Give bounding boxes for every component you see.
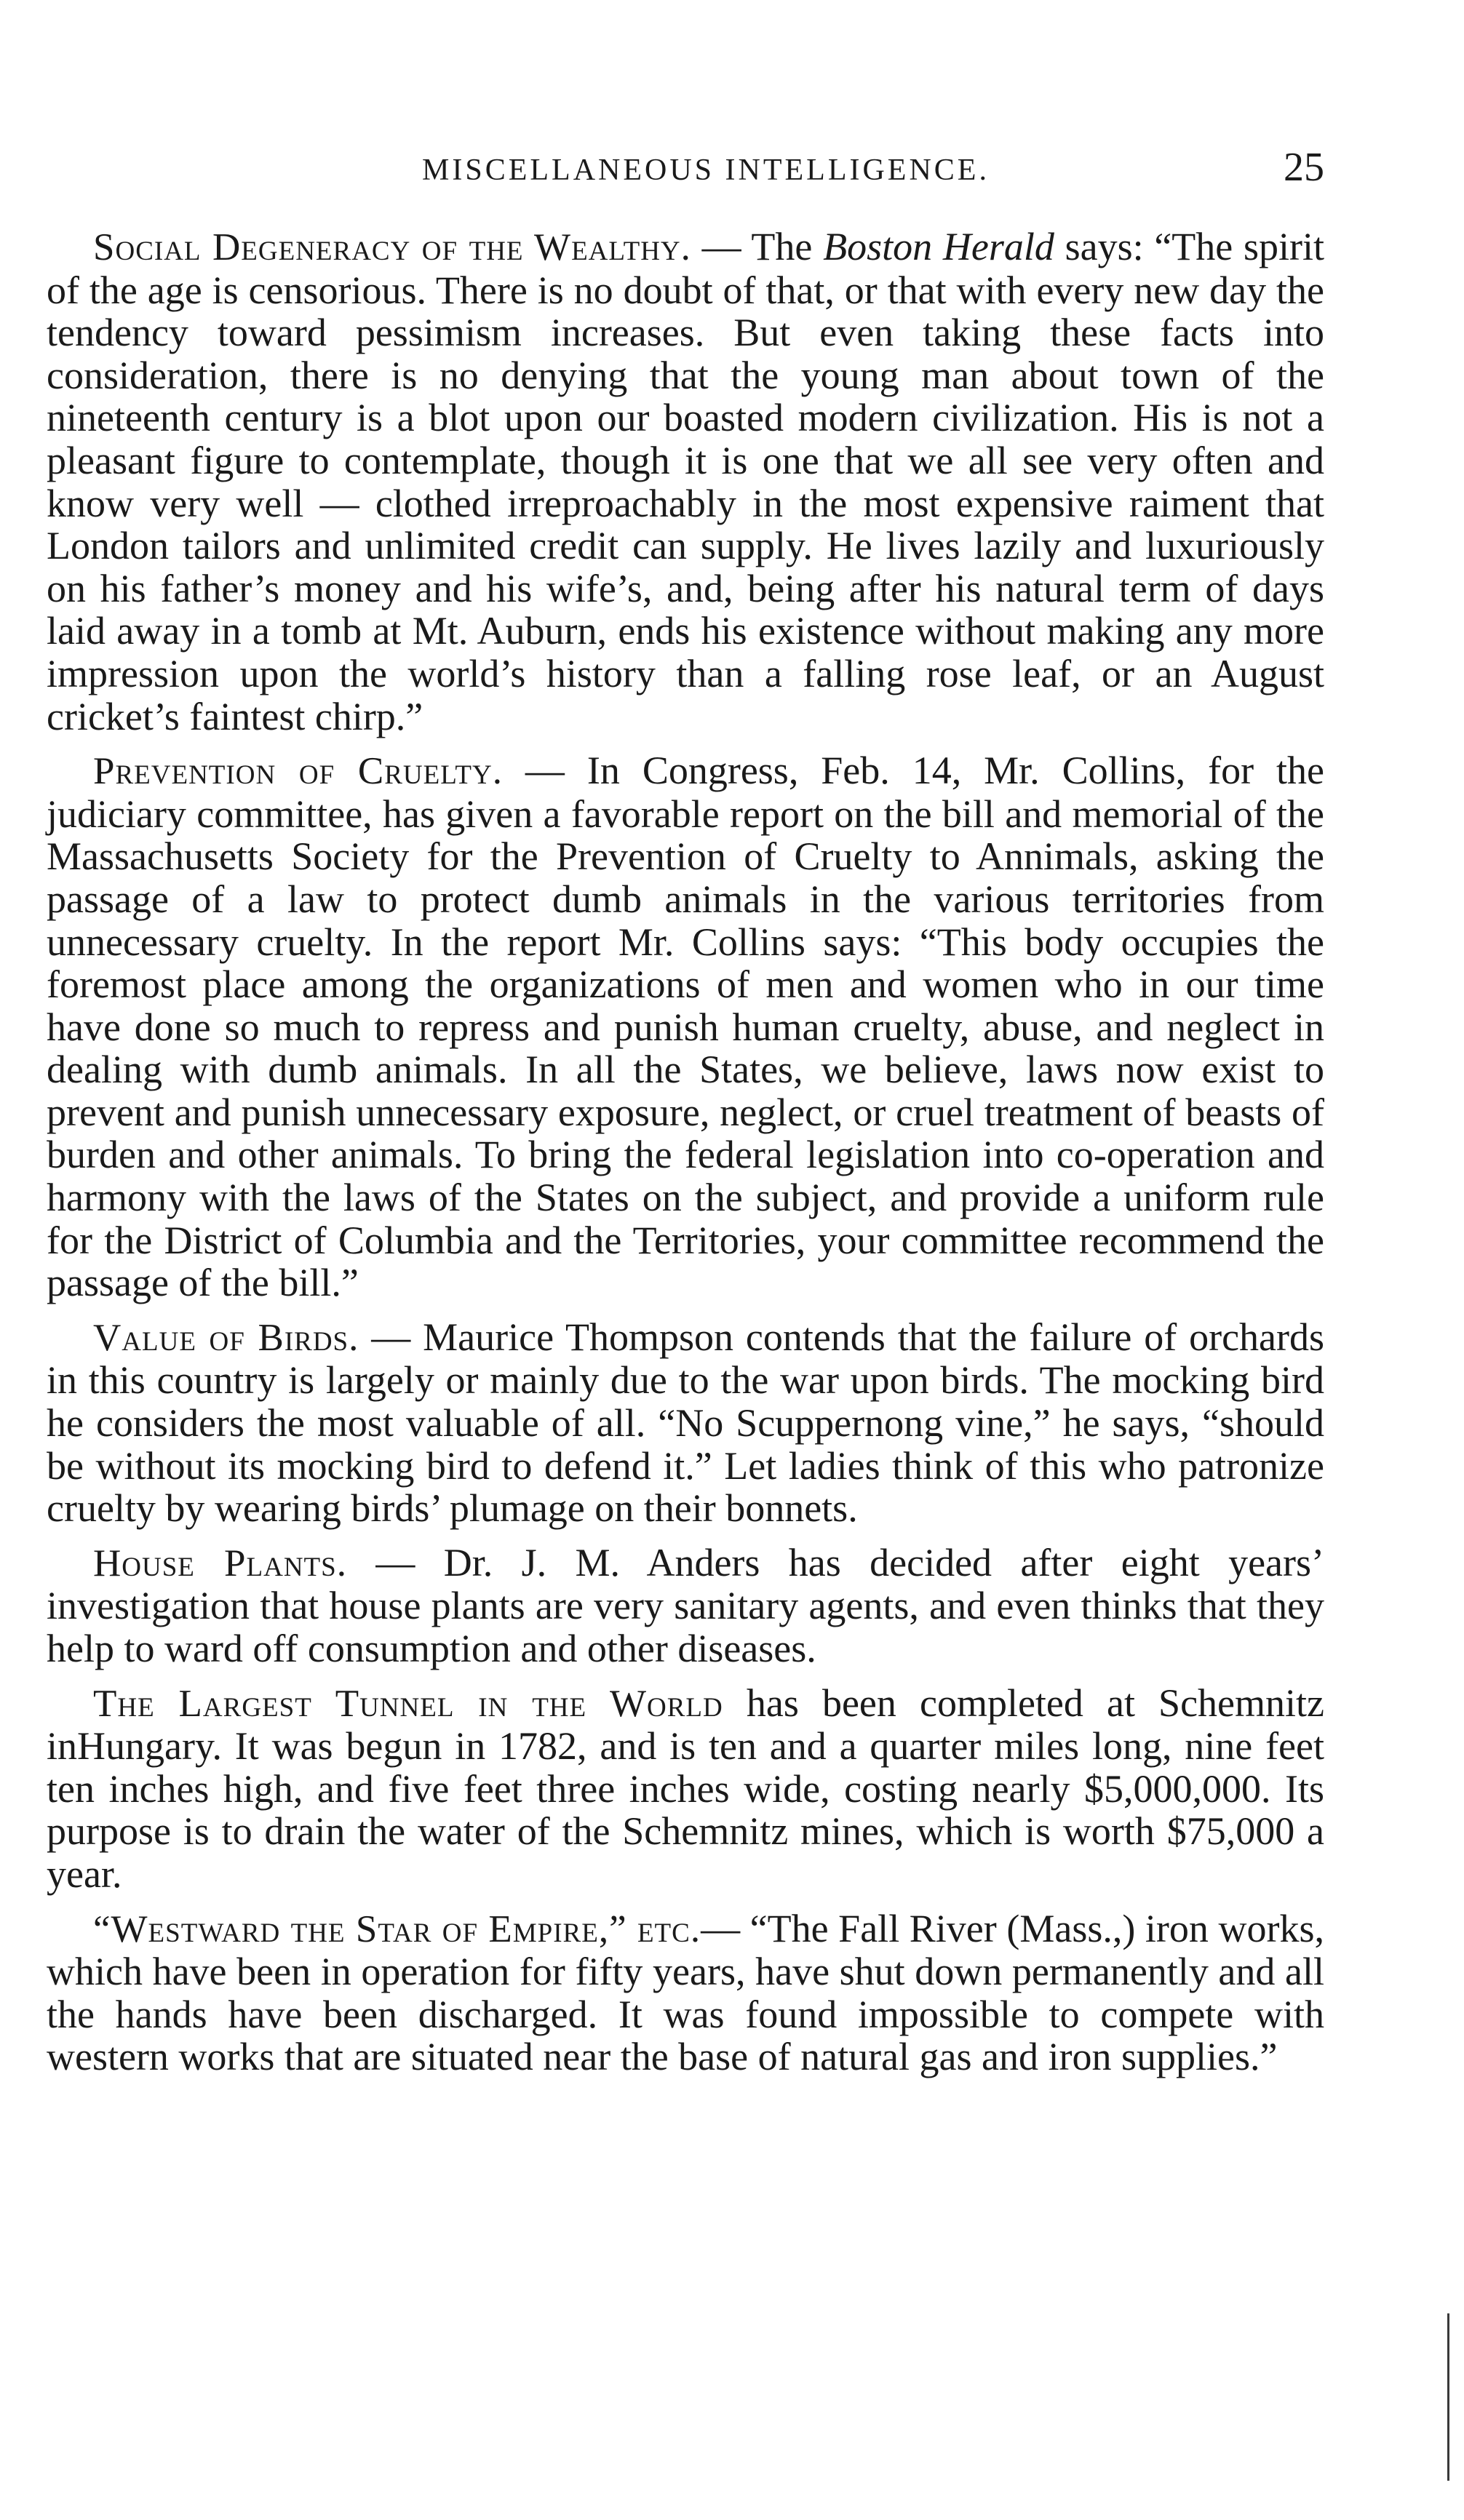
- heading-dash: —: [701, 1906, 750, 1950]
- margin-rule-mark: [1447, 2313, 1449, 2481]
- article-social-degeneracy: [47, 226, 1324, 738]
- heading-dash: —: [359, 1315, 423, 1359]
- heading-dash: —: [502, 749, 587, 793]
- article-heading: House Plants.: [93, 1542, 347, 1584]
- article-heading: The Largest Tunnel in the World: [93, 1682, 723, 1725]
- article-house-plants: [47, 1542, 1324, 1670]
- article-largest-tunnel: [47, 1682, 1324, 1896]
- article-body: “The Fall River (Mass.,) iron works, which have been in operation for fifty years, have shut down permanently and all the hands have been discharged. It was found impossible to compete with western works that are situated near the base of natural gas and iron supplies.”: [47, 1906, 1324, 2079]
- heading-dash: —: [346, 1540, 444, 1584]
- heading-dash: —: [691, 225, 752, 268]
- page-number: 25: [1284, 145, 1324, 190]
- article-body: says: “The spirit of the age is censorious. There is no doubt of that, or that with every new day the tendency toward pessimism increases. But even taking these facts into consideration, there is no denying that the young man about town of the nineteenth century is a blot upon our boasted modern civilization. His is not a pleasant figure to contemplate, though it is one that we all see very often and know very well — clothed irreproachably in the most expensive raiment that London tailors and unlimited credit can supply. He lives lazily and luxuriously on his father’s money and his wife’s, and, being after his natural term of days laid away in a tomb at Mt. Auburn, ends his existence without making any more impression upon the world’s history than a falling rose leaf, or an August cricket’s faintest chirp.”: [47, 225, 1325, 738]
- article-body: Dr. J. M. Anders has decided after eight years’ investigation that house plants are very sanitary agents, and even thinks that they help to ward off consumption and other diseases.: [47, 1540, 1324, 1670]
- article-body: In Congress, Feb. 14, Mr. Collins, for the judiciary committee, has given a favorable report on the bill and memorial of the Massachusetts Society for the Prevention of Cruelty to Annimals, asking the passage of a law to protect dumb animals in the various territories from unnecessary cruelty. In the report Mr. Collins says: “This body occupies the foremost place among the organizations of men and women who in our time have done so much to repress and punish human cruelty, abuse, and neglect in dealing with dumb animals. In all the States, we believe, laws now exist to prevent and punish unnecessary exposure, neglect, or cruel treatment of beasts of burden and other animals. To bring the federal legislation into co-operation and harmony with the laws of the States on the subject, and provide a uniform rule for the District of Columbia and the Territories, your committee recommend the passage of the bill.”: [47, 749, 1324, 1305]
- article-heading: Value of Birds.: [93, 1316, 359, 1359]
- text-column: [47, 226, 1324, 2090]
- heading-dash: [723, 1681, 747, 1725]
- running-head: [87, 144, 1324, 202]
- article-westward-star-of-empire: [47, 1907, 1324, 2078]
- article-heading: Social Degeneracy of the Wealthy.: [93, 226, 691, 268]
- running-title: MISCELLANEOUS INTELLIGENCE.: [422, 153, 990, 187]
- article-heading: Prevention of Cruelty.: [93, 750, 503, 793]
- article-body: has been completed at Schemnitz inHungary. It was begun in 1782, and is ten and a quarter miles long, nine feet ten inches high, and five feet three inches wide, costing nearly $5,000,000. Its purpose is to drain the water of the Schemnitz mines, which is worth $75,000 a year.: [47, 1680, 1325, 1896]
- article-prevention-of-cruelty: [47, 749, 1324, 1304]
- article-heading: “Westward the Star of Empire,” etc.: [93, 1907, 701, 1950]
- article-body: Maurice Thompson contends that the failure of orchards in this country is largely or mainly due to the war upon birds. The mocking bird he considers the most valuable of all. “No Scuppernong vine,” he says, “should be without its mocking bird to defend it.” Let ladies think of this who patronize cruelty by wearing birds’ plumage on their bonnets.: [47, 1315, 1324, 1531]
- source-title: Boston Herald: [823, 225, 1054, 268]
- article-lead: The: [751, 225, 824, 268]
- article-value-of-birds: [47, 1316, 1324, 1530]
